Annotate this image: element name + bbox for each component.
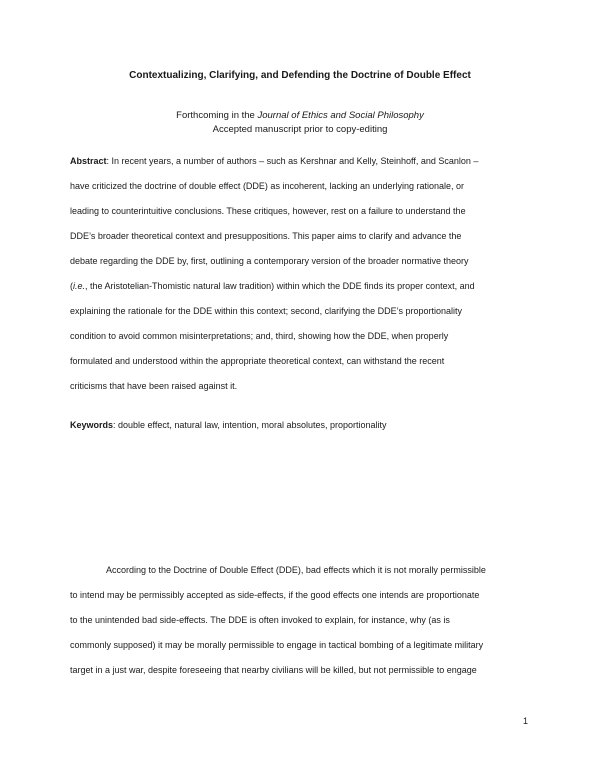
abstract-line: have criticized the doctrine of double effect (DDE) as incoherent, lacking an underlying rationale, or xyxy=(70,181,465,191)
ie-abbrev: i.e. xyxy=(73,281,86,291)
abstract-label: Abstract xyxy=(70,156,107,166)
body-paragraph xyxy=(70,558,532,683)
body-line: to intend may be permissibly accepted as side-effects, if the good effects one intends are proportionate xyxy=(70,590,480,600)
abstract-line: leading to counterintuitive conclusions. These critiques, however, rest on a failure to understand the xyxy=(70,206,466,216)
keywords-label: Keywords xyxy=(70,420,114,430)
body-line: According to the Doctrine of Double Effect (DDE), bad effects which it is not morally permissible xyxy=(106,565,486,575)
body-line: commonly supposed) it may be morally permissible to engage in tactical bombing of a legitimate military xyxy=(70,640,484,650)
paper-title: Contextualizing, Clarifying, and Defending the Doctrine of Double Effect xyxy=(129,70,471,81)
body-line: target in a just war, despite foreseeing that nearby civilians will be killed, but not permissible to engage xyxy=(70,665,477,675)
abstract-line: Abstract: In recent years, a number of authors – such as Kershnar and Kelly, Steinhoff, and Scanlon – xyxy=(70,156,479,166)
publication-prefix: Forthcoming in the xyxy=(176,110,258,121)
journal-name: Journal of Ethics and Social Philosophy xyxy=(257,110,424,121)
publication-note xyxy=(0,110,600,121)
abstract-line: formulated and understood within the appropriate theoretical context, can withstand the recent xyxy=(70,356,445,366)
keywords-line xyxy=(70,420,532,430)
abstract-line: explaining the rationale for the DDE within this context; second, clarifying the DDE’s proportionality xyxy=(70,306,463,316)
abstract-line: (i.e., the Aristotelian-Thomistic natural law tradition) within which the DDE finds its proper context, and xyxy=(70,281,475,291)
page-number: 1 xyxy=(522,716,528,726)
abstract-line: condition to avoid common misinterpretations; and, third, showing how the DDE, when properly xyxy=(70,331,449,341)
abstract-line: DDE’s broader theoretical context and presuppositions. This paper aims to clarify and advance the xyxy=(70,231,462,241)
abstract-line: criticisms that have been raised against it. xyxy=(70,381,238,391)
body-line: to the unintended bad side-effects. The DDE is often invoked to explain, for instance, why (as is xyxy=(70,615,450,625)
abstract-block xyxy=(70,149,532,399)
accepted-note: Accepted manuscript prior to copy-editing xyxy=(212,124,388,135)
abstract-line: debate regarding the DDE by, first, outlining a contemporary version of the broader normative theory xyxy=(70,256,469,266)
keywords-text: : double effect, natural law, intention, moral absolutes, proportionality xyxy=(113,420,387,430)
